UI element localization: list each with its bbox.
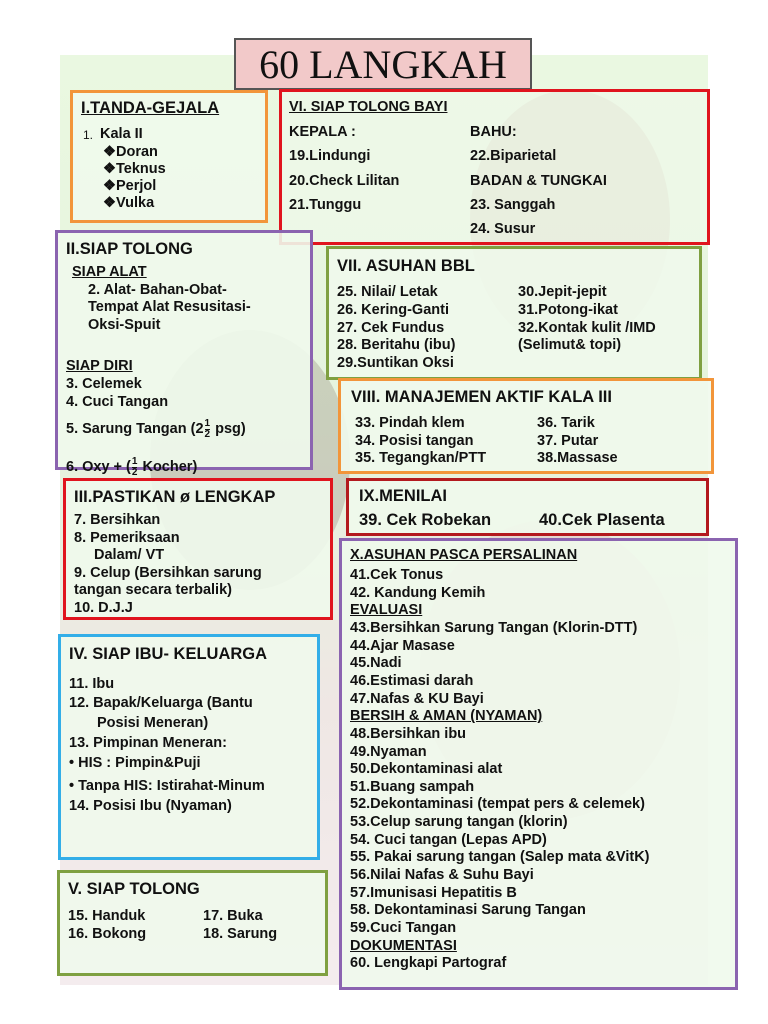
section-siap-tolong	[55, 230, 313, 478]
list-item: 45.Nadi	[350, 655, 402, 672]
list-item: 44.Ajar Masase	[350, 637, 455, 654]
subsection-heading: BERSIH & AMAN (NYAMAN)	[350, 708, 543, 725]
list-item: 15. Handuk	[68, 908, 146, 924]
list-item: 25. Nilai/ Letak	[337, 284, 438, 300]
list-item: • Tanpa HIS: Istirahat-Minum	[69, 778, 265, 794]
list-item: • HIS : Pimpin&Puji	[69, 755, 201, 771]
section-tanda-gejala	[70, 90, 268, 223]
item-number: 1.	[83, 128, 94, 142]
section-heading: VI. SIAP TOLONG BAYI	[289, 99, 448, 115]
section-siap-ibu-keluarga	[58, 634, 320, 860]
list-item: 20.Check Lilitan	[289, 173, 400, 189]
list-item: 8. Pemeriksaan	[74, 530, 180, 546]
section-menilai	[346, 478, 709, 536]
list-item: 40.Cek Plasenta	[539, 511, 665, 529]
list-item: 36. Tarik	[537, 415, 595, 431]
section-manajemen-aktif	[338, 378, 714, 474]
list-item: 37. Putar	[537, 433, 599, 449]
column-heading: KEPALA :	[289, 124, 356, 140]
list-item: 14. Posisi Ibu (Nyaman)	[69, 798, 232, 814]
subsection-heading: EVALUASI	[350, 602, 423, 619]
section-heading: IX.MENILAI	[359, 487, 448, 505]
section-asuhan-pasca-persalinan	[339, 538, 738, 990]
list-item: 53.Celup sarung tangan (klorin)	[350, 814, 568, 831]
list-item: 55. Pakai sarung tangan (Salep mata &VitK)	[350, 849, 650, 866]
list-item: 35. Tegangkan/PTT	[355, 450, 487, 466]
list-item: 34. Posisi tangan	[355, 433, 474, 449]
bullet-item: ❖Teknus	[103, 161, 166, 177]
list-item: Oksi-Spuit	[88, 317, 161, 333]
section-heading: IV. SIAP IBU- KELUARGA	[69, 645, 268, 663]
list-item: 33. Pindah klem	[355, 415, 465, 431]
list-item: 26. Kering-Ganti	[337, 302, 449, 318]
list-item: Tempat Alat Resusitasi-	[88, 299, 251, 315]
list-item: 56.Nilai Nafas & Suhu Bayi	[350, 867, 534, 884]
list-item: 51.Buang sampah	[350, 778, 475, 795]
list-item: 21.Tunggu	[289, 197, 362, 213]
list-item: 59.Cuci Tangan	[350, 920, 457, 936]
list-item: 28. Beritahu (ibu)	[337, 337, 456, 353]
list-item: 17. Buka	[203, 908, 263, 924]
list-item: 58. Dekontaminasi Sarung Tangan	[350, 902, 586, 919]
section-heading: II.SIAP TOLONG	[66, 240, 193, 258]
section-pastikan-lengkap	[63, 478, 333, 620]
list-item: (Selimut& topi)	[518, 337, 622, 353]
section-heading: I.TANDA-GEJALA	[81, 99, 220, 117]
section-heading: V. SIAP TOLONG	[68, 880, 200, 898]
list-item: 42. Kandung Kemih	[350, 584, 486, 601]
section-siap-tolong-bayi	[279, 89, 710, 245]
list-item: 7. Bersihkan	[74, 512, 161, 528]
list-item: 57.Imunisasi Hepatitis B	[350, 884, 517, 901]
list-item: 22.Biparietal	[470, 148, 557, 164]
list-item: Dalam/ VT	[94, 547, 165, 563]
list-item: 13. Pimpinan Meneran:	[69, 735, 227, 751]
list-item: 50.Dekontaminasi alat	[350, 761, 503, 778]
list-item: 11. Ibu	[69, 676, 115, 692]
list-item: 31.Potong-ikat	[518, 302, 618, 318]
list-item: 48.Bersihkan ibu	[350, 725, 467, 742]
subheading-siap-diri: SIAP DIRI	[66, 358, 133, 374]
list-item: 2. Alat- Bahan-Obat-	[88, 282, 227, 298]
list-item: 32.Kontak kulit /IMD	[518, 320, 656, 336]
list-item: 10. D.J.J	[74, 600, 133, 616]
section-asuhan-bbl	[326, 246, 702, 380]
list-item: 19.Lindungi	[289, 148, 371, 164]
subheading-siap-alat: SIAP ALAT	[72, 264, 147, 280]
list-item: 5. Sarung Tangan (2 $\frac{1}{2} psg$)	[66, 417, 246, 440]
list-item: 24. Susur	[470, 221, 536, 237]
bullet-item: ❖Vulka	[103, 195, 155, 211]
list-item: 47.Nafas & KU Bayi	[350, 690, 484, 707]
column-heading: BAHU:	[470, 124, 517, 140]
section-siap-tolong-v	[57, 870, 328, 976]
list-item: 54. Cuci tangan (Lepas APD)	[350, 831, 547, 848]
list-item: 41.Cek Tonus	[350, 567, 444, 583]
list-item: 27. Cek Fundus	[337, 320, 445, 336]
section-heading: III.PASTIKAN ø LENGKAP	[74, 488, 276, 506]
list-item: 46.Estimasi darah	[350, 672, 474, 689]
list-item: 52.Dekontaminasi (tempat pers & celemek)	[350, 796, 645, 813]
list-item: 16. Bokong	[68, 926, 147, 942]
list-item: 6. Oxy + ( $\frac{1}{2}$ Kocher)	[66, 455, 198, 478]
list-item: 3. Celemek	[66, 376, 142, 392]
subsection-heading: DOKUMENTASI	[350, 937, 457, 954]
list-item: 30.Jepit-jepit	[518, 284, 607, 300]
section-heading: VII. ASUHAN BBL	[337, 257, 475, 275]
list-item: tangan secara terbalik)	[74, 582, 232, 598]
section-heading: X.ASUHAN PASCA PERSALINAN	[350, 547, 578, 563]
list-item: 23. Sanggah	[470, 197, 556, 213]
list-item: 43.Bersihkan Sarung Tangan (Klorin-DTT)	[350, 619, 638, 636]
list-item: 18. Sarung	[203, 926, 278, 942]
list-item: BADAN & TUNGKAI	[470, 173, 607, 189]
list-item: 12. Bapak/Keluarga (Bantu	[69, 695, 253, 711]
item-text: Kala II	[100, 126, 143, 142]
list-item: 38.Massase	[537, 450, 618, 466]
list-item: 29.Suntikan Oksi	[337, 355, 454, 371]
list-item: 4. Cuci Tangan	[66, 394, 169, 410]
page-title: 60 LANGKAH	[234, 38, 532, 90]
list-item: 60. Lengkapi Partograf	[350, 955, 507, 972]
list-item: 9. Celup (Bersihkan sarung	[74, 565, 262, 581]
bullet-item: ❖Doran	[103, 144, 158, 160]
list-item: 49.Nyaman	[350, 743, 427, 760]
bullet-item: ❖Perjol	[103, 178, 157, 194]
list-item: 39. Cek Robekan	[359, 511, 492, 529]
section-heading: VIII. MANAJEMEN AKTIF KALA III	[351, 388, 612, 406]
list-item: Posisi Meneran)	[97, 715, 209, 731]
